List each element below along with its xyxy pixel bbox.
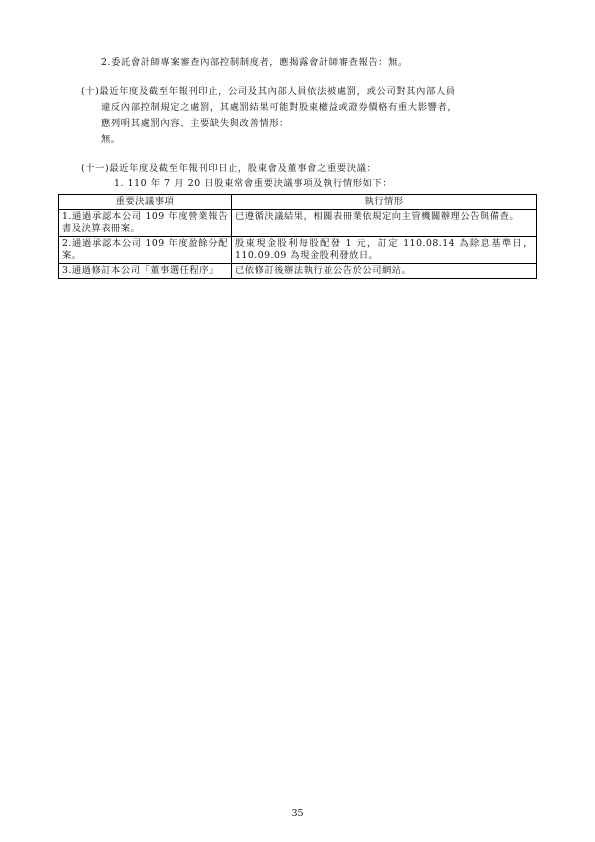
section-10-answer: 無。: [101, 134, 121, 145]
resolution-item: 2.通過承認本公司 109 年度盈餘分配案。: [59, 237, 232, 264]
resolution-item: 3.通過修訂本公司「董事選任程序」: [59, 264, 232, 279]
page-number: 35: [291, 808, 304, 819]
table-row: [59, 237, 537, 264]
resolutions-table: [58, 194, 537, 279]
execution-status: 已依修訂後辦法執行並公告於公司網站。: [232, 264, 537, 279]
execution-status: 股東現金股利每股配發 1 元，訂定 110.08.14 為除息基準日，110.09.09 為現金股利發放日。: [232, 237, 537, 264]
column-header-execution: 執行情形: [232, 195, 537, 210]
section-10-line-2: 違反內部控制規定之處罰，其處罰結果可能對股東權益或證券價格有重大影響者，: [101, 102, 458, 113]
section-10-heading: (十)最近年度及截至年報刊印止，公司及其內部人員依法被處罰，或公司對其內部人員: [81, 86, 456, 97]
column-header-resolution: 重要決議事項: [59, 195, 232, 210]
table-header-row: [59, 195, 537, 210]
execution-status: 已遵循決議結果，相關表冊業依規定向主管機關辦理公告與備查。: [232, 210, 537, 237]
resolution-item: 1.通過承認本公司 109 年度營業報告書及決算表冊案。: [59, 210, 232, 237]
table-row: [59, 210, 537, 237]
table-row: [59, 264, 537, 279]
section-10-line-3: 應列明其處罰內容、主要缺失與改善情形：: [101, 118, 290, 129]
section-11-heading: (十一)最近年度及截至年報刊印日止，股東會及董事會之重要決議：: [81, 163, 377, 174]
cpa-review-disclosure: 2.委託會計師專案審查內部控制制度者，應揭露會計師審查報告：無。: [101, 57, 408, 68]
agm-resolutions-intro: 1. 110 年 7 月 20 日股東常會重要決議事項及執行情形如下：: [114, 178, 393, 189]
